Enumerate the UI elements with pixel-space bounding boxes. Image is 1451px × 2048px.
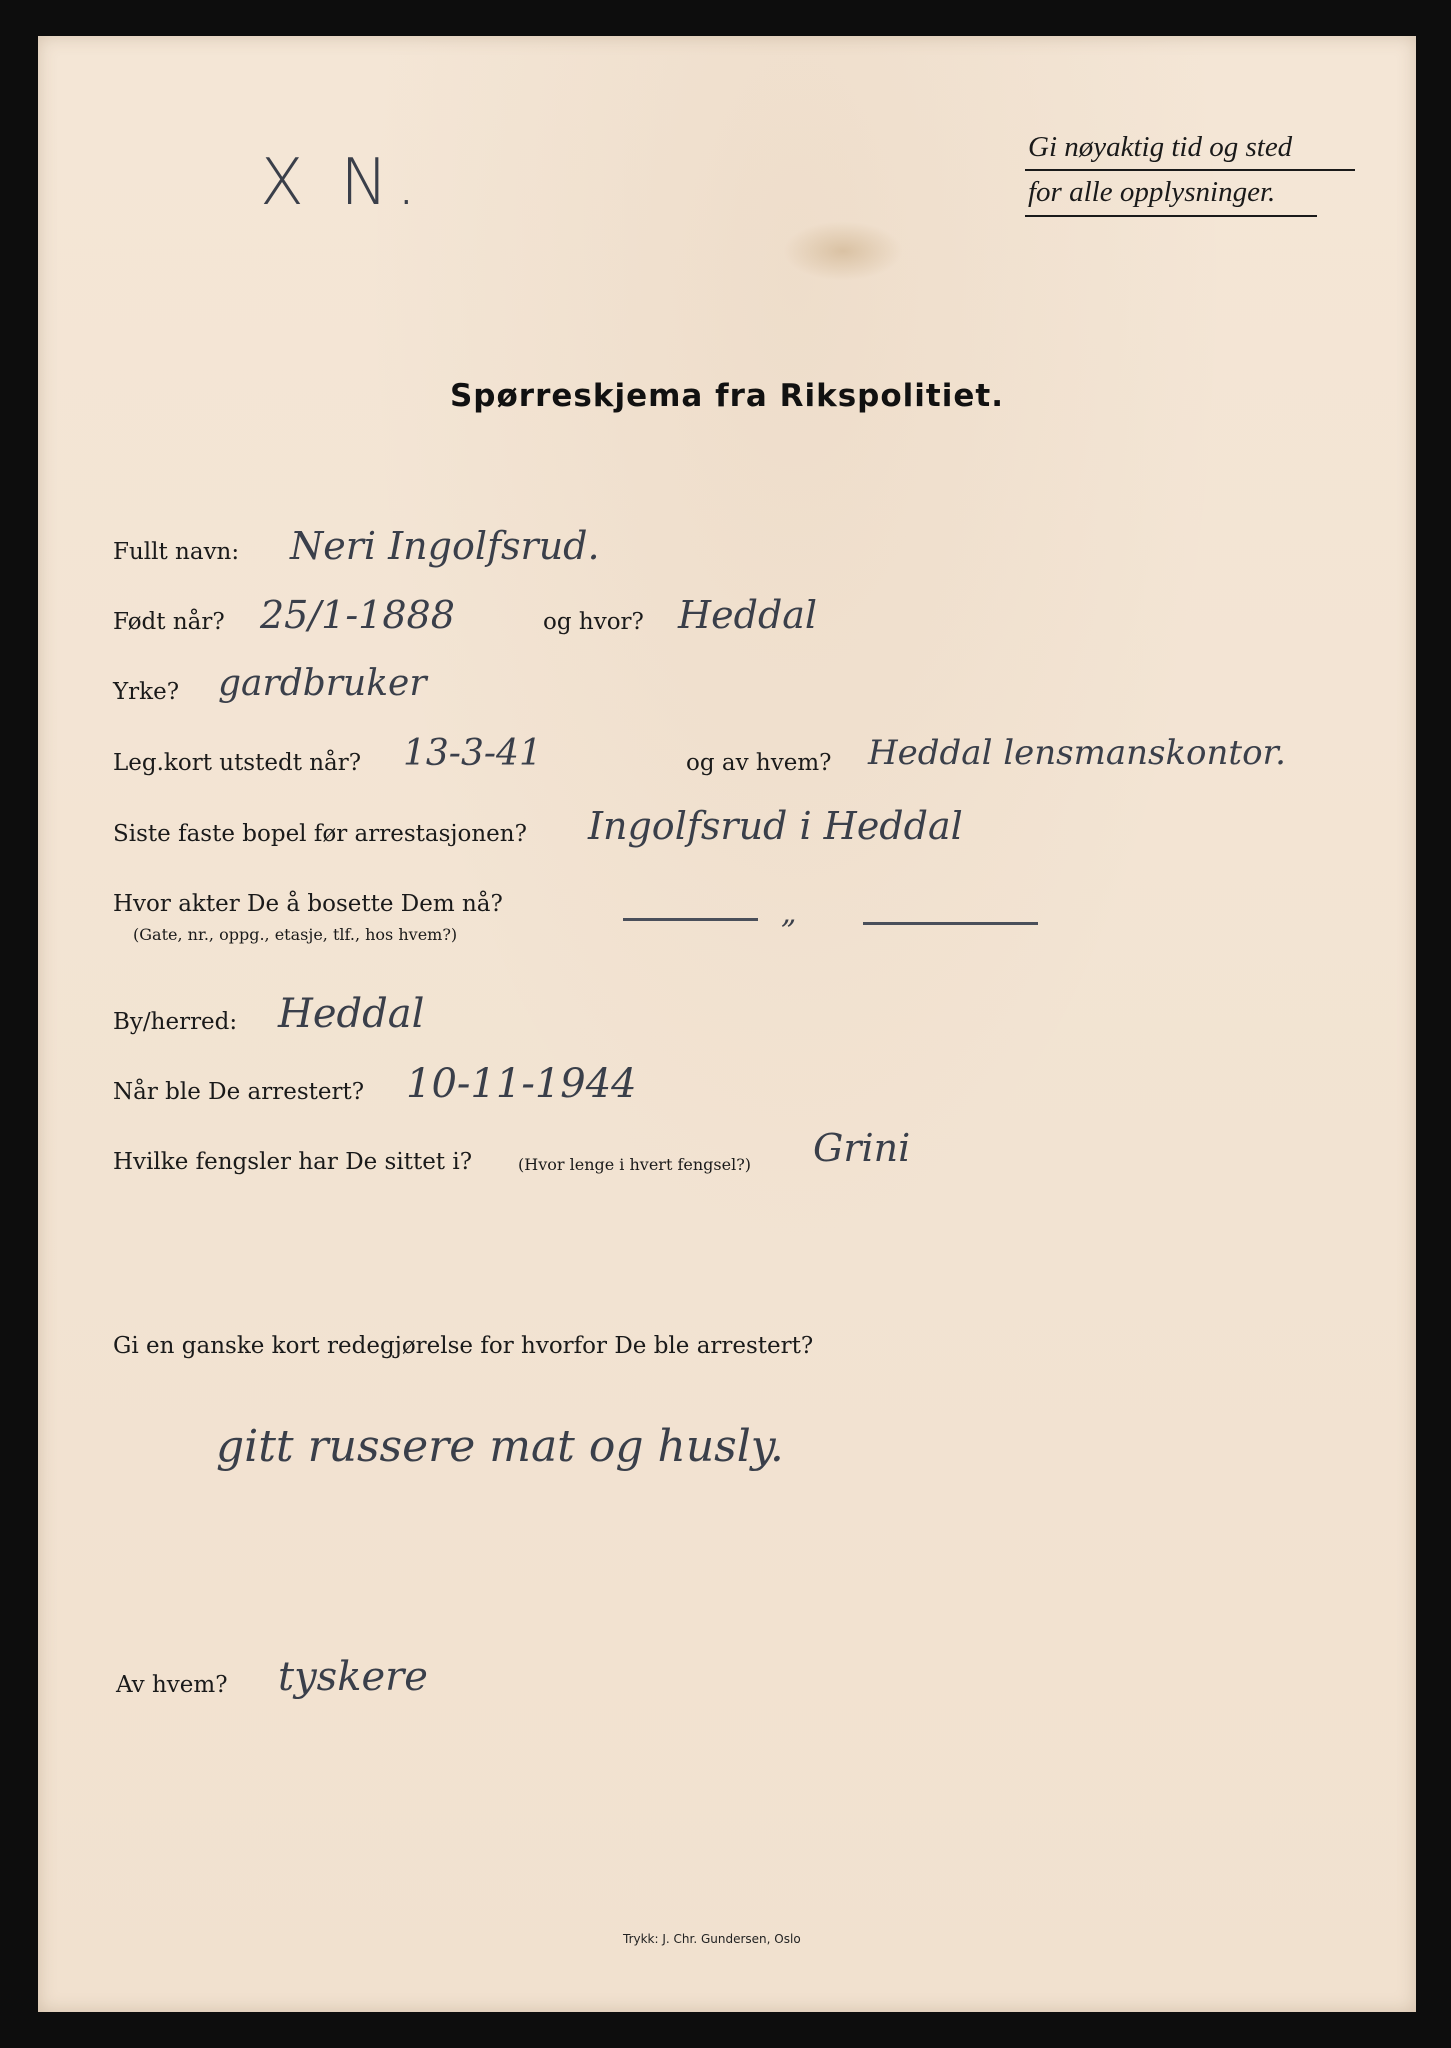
note-line-1: Gi nøyaktig tid og sted xyxy=(1028,131,1293,163)
settle-blank-line-2 xyxy=(863,922,1038,925)
form-title: Spørreskjema fra Rikspolitiet. xyxy=(449,378,1004,414)
instruction-note xyxy=(985,131,1375,227)
settle-ditto-mark: „ xyxy=(781,896,797,931)
legcard-label: Leg.kort utstedt når? xyxy=(113,750,362,776)
by-whom-value: tyskere xyxy=(278,1654,428,1700)
prisons-sublabel: (Hvor lenge i hvert fengsel?) xyxy=(518,1155,752,1174)
settle-label: Hvor akter De å bosette Dem nå? xyxy=(113,891,503,917)
note-rule-2 xyxy=(1025,215,1317,217)
residence-value: Ingolfsrud i Heddal xyxy=(588,804,963,848)
printer-footer: Trykk: J. Chr. Gundersen, Oslo xyxy=(623,1932,801,1946)
born-where-label: og hvor? xyxy=(543,609,644,635)
arrested-label: Når ble De arrestert? xyxy=(113,1079,365,1105)
note-rule-1 xyxy=(1025,169,1355,171)
arrested-value: 10-11-1944 xyxy=(406,1061,637,1107)
legcard-value: 13-3-41 xyxy=(403,733,542,774)
legcard-by-label: og av hvem? xyxy=(686,750,832,776)
born-when-label: Født når? xyxy=(113,609,225,635)
legcard-by-value: Heddal lensmanskontor. xyxy=(868,733,1286,773)
name-value: Neri Ingolfsrud. xyxy=(290,524,600,568)
town-value: Heddal xyxy=(278,991,425,1037)
settle-sublabel: (Gate, nr., oppg., etasje, tlf., hos hvem?) xyxy=(133,925,458,944)
settle-blank-line-1 xyxy=(623,918,758,921)
name-label: Fullt navn: xyxy=(113,539,240,565)
town-label: By/herred: xyxy=(113,1009,238,1035)
form-sheet xyxy=(38,36,1416,2012)
reason-value: gitt russere mat og husly. xyxy=(216,1421,784,1472)
by-whom-label: Av hvem? xyxy=(116,1672,228,1698)
note-line-2: for alle opplysninger. xyxy=(1028,176,1276,208)
occupation-label: Yrke? xyxy=(113,679,180,705)
residence-label: Siste faste bopel før arrestasjonen? xyxy=(113,821,527,847)
prisons-value: Grini xyxy=(813,1126,911,1170)
born-when-value: 25/1-1888 xyxy=(260,593,455,637)
born-where-value: Heddal xyxy=(678,593,818,637)
paper-stain xyxy=(783,221,903,281)
prisons-label: Hvilke fengsler har De sittet i? xyxy=(113,1149,473,1175)
occupation-value: gardbruker xyxy=(218,663,427,704)
reason-label: Gi en ganske kort redegjørelse for hvorfor De ble arrestert? xyxy=(113,1333,814,1359)
handwritten-mark: X N. xyxy=(260,146,425,220)
